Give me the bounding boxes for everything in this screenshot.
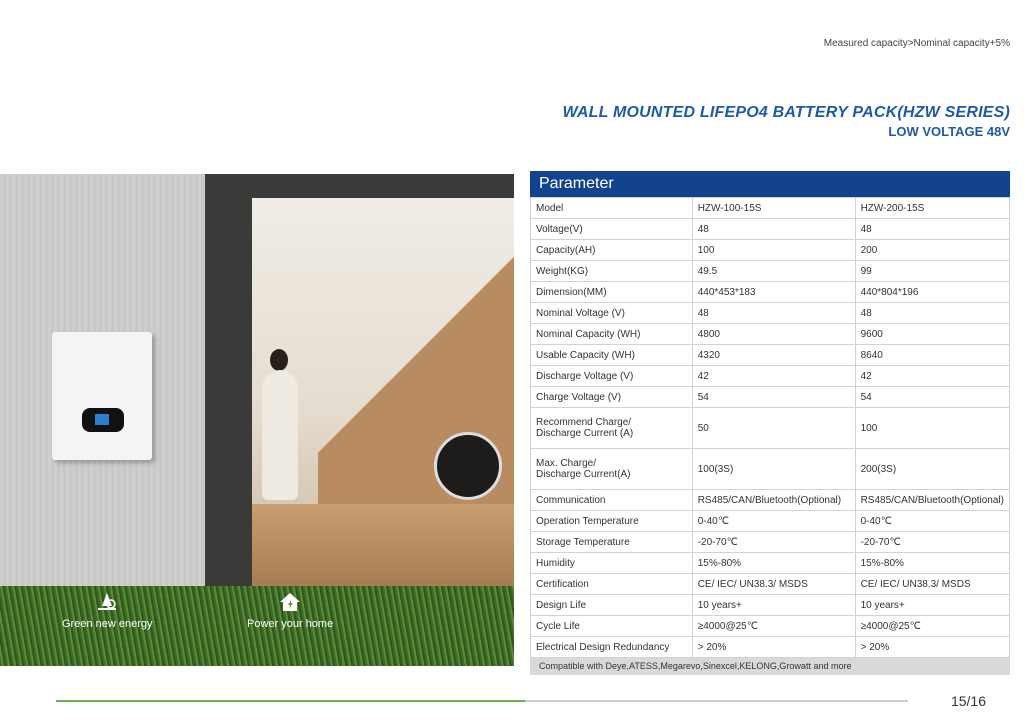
param-name: Recommend Charge/ Discharge Current (A): [531, 408, 693, 449]
param-name: Capacity(AH): [531, 240, 693, 261]
param-name: Max. Charge/ Discharge Current(A): [531, 449, 693, 490]
param-name: Charge Voltage (V): [531, 387, 693, 408]
param-name: Electrical Design Redundancy: [531, 637, 693, 658]
param-name: Operation Temperature: [531, 511, 693, 532]
table-row: [531, 219, 1010, 240]
param-value: 10 years+: [855, 595, 1009, 616]
round-opening: [434, 432, 502, 500]
table-row: [531, 637, 1010, 658]
battery-unit: [52, 332, 152, 460]
green-energy-icon: [96, 592, 118, 612]
param-name: Dimension(MM): [531, 282, 693, 303]
param-value: 10 years+: [692, 595, 855, 616]
param-value: 8640: [855, 345, 1009, 366]
param-name: Storage Temperature: [531, 532, 693, 553]
param-value: 0-40℃: [692, 511, 855, 532]
param-name: Discharge Voltage (V): [531, 366, 693, 387]
param-name: Usable Capacity (WH): [531, 345, 693, 366]
feature-power-home: [247, 592, 333, 630]
param-value: 49.5: [692, 261, 855, 282]
table-row: [531, 595, 1010, 616]
param-name: Voltage(V): [531, 219, 693, 240]
table-row: [531, 490, 1010, 511]
param-value: > 20%: [692, 637, 855, 658]
param-value: 440*804*196: [855, 282, 1009, 303]
table-row: [531, 345, 1010, 366]
table-row: [531, 574, 1010, 595]
param-value: 0-40℃: [855, 511, 1009, 532]
table-row: [531, 449, 1010, 490]
param-value: 15%-80%: [855, 553, 1009, 574]
battery-display: [95, 414, 109, 425]
param-value: HZW-100-15S: [692, 198, 855, 219]
param-value: 100(3S): [692, 449, 855, 490]
param-value: 48: [855, 219, 1009, 240]
param-value: 4320: [692, 345, 855, 366]
param-value: 100: [692, 240, 855, 261]
woman-head: [270, 349, 288, 371]
param-value: 54: [692, 387, 855, 408]
table-row: [531, 240, 1010, 261]
page-title: WALL MOUNTED LIFEPO4 BATTERY PACK(HZW SERIES): [562, 104, 1010, 121]
param-value: 100: [855, 408, 1009, 449]
param-value: 48: [855, 303, 1009, 324]
param-value: -20-70℃: [855, 532, 1009, 553]
table-row: [531, 303, 1010, 324]
param-name: Certification: [531, 574, 693, 595]
param-value: 48: [692, 303, 855, 324]
woman-figure: [262, 370, 298, 500]
param-value: 48: [692, 219, 855, 240]
param-value: 50: [692, 408, 855, 449]
param-name: Nominal Voltage (V): [531, 303, 693, 324]
table-row: [531, 261, 1010, 282]
param-name: Humidity: [531, 553, 693, 574]
table-row: [531, 532, 1010, 553]
table-row: [531, 616, 1010, 637]
table-row: [531, 198, 1010, 219]
parameter-header: Parameter: [530, 171, 1010, 197]
param-value: CE/ IEC/ UN38.3/ MSDS: [692, 574, 855, 595]
progress-fill: [56, 700, 525, 702]
param-name: Design Life: [531, 595, 693, 616]
param-name: Nominal Capacity (WH): [531, 324, 693, 345]
home-power-icon: [279, 592, 301, 612]
param-name: Weight(KG): [531, 261, 693, 282]
param-value: 440*453*183: [692, 282, 855, 303]
table-row: [531, 366, 1010, 387]
param-value: 99: [855, 261, 1009, 282]
param-value: CE/ IEC/ UN38.3/ MSDS: [855, 574, 1009, 595]
battery-screen: [82, 408, 124, 432]
param-name: Cycle Life: [531, 616, 693, 637]
param-value: 200(3S): [855, 449, 1009, 490]
param-value: 54: [855, 387, 1009, 408]
parameter-table: [530, 171, 1010, 675]
page-number: 15/16: [950, 693, 986, 709]
param-value: 4800: [692, 324, 855, 345]
feature-label: Green new energy: [62, 618, 153, 630]
compatibility-note: Compatible with Deye,ATESS,Megarevo,Sinexcel,KELONG,Growatt and more: [530, 658, 1010, 675]
table-row: [531, 553, 1010, 574]
param-name: Communication: [531, 490, 693, 511]
param-value: RS485/CAN/Bluetooth(Optional): [855, 490, 1009, 511]
feature-label: Power your home: [247, 618, 334, 630]
param-name: Model: [531, 198, 693, 219]
param-value: 200: [855, 240, 1009, 261]
param-value: 9600: [855, 324, 1009, 345]
table-row: [531, 324, 1010, 345]
param-value: 42: [855, 366, 1009, 387]
table-row: [531, 387, 1010, 408]
table-row: [531, 282, 1010, 303]
wooden-floor: [252, 504, 514, 588]
table-row: [531, 408, 1010, 449]
param-value: -20-70℃: [692, 532, 855, 553]
capacity-note: Measured capacity>Nominal capacity+5%: [823, 38, 1010, 49]
page-subtitle: LOW VOLTAGE 48V: [888, 124, 1010, 139]
param-value: 15%-80%: [692, 553, 855, 574]
param-value: > 20%: [855, 637, 1009, 658]
param-value: HZW-200-15S: [855, 198, 1009, 219]
param-value: RS485/CAN/Bluetooth(Optional): [692, 490, 855, 511]
param-value: ≥4000@25℃: [692, 616, 855, 637]
param-value: ≥4000@25℃: [855, 616, 1009, 637]
param-value: 42: [692, 366, 855, 387]
table-row: [531, 511, 1010, 532]
spec-table: [530, 197, 1010, 658]
progress-line: [56, 700, 908, 702]
feature-green-energy: [62, 592, 153, 630]
